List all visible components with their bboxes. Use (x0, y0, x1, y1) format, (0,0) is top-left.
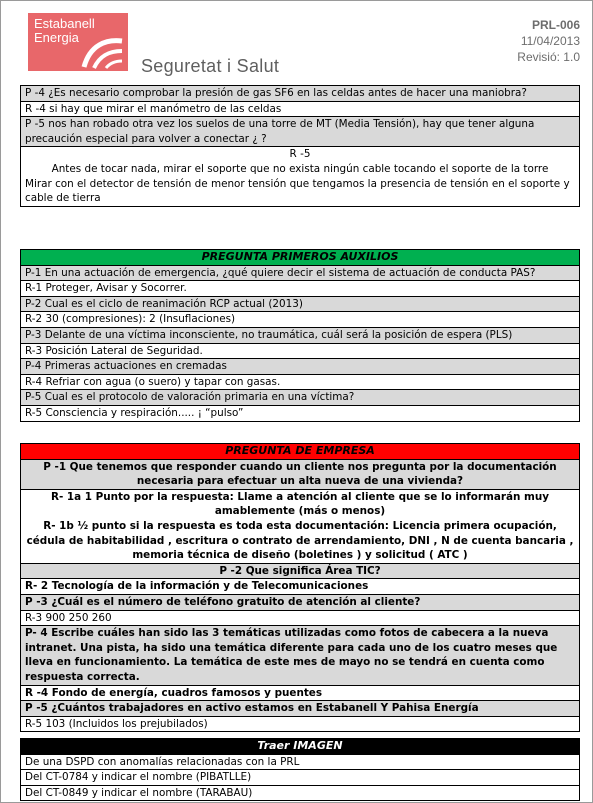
table-row (21, 296, 580, 312)
table-row (21, 86, 580, 102)
answer-cell: R-3 900 250 260 (21, 610, 580, 626)
answer-cell: R-3 Posición Lateral de Seguridad. (21, 343, 580, 359)
table-row (21, 563, 580, 579)
table-row (21, 716, 580, 732)
answer-line: R- 1b ½ punto si la respuesta es toda esta documentación: Licencia primera ocupación, cédula de habitabilidad , escritura o contrato de arrendamiento, DNI , N de cuenta bancaria , memoria técnica de diseño (boletines ) y solicitud ( ATC ) (26, 519, 574, 562)
question-cell: P-2 Cual es el ciclo de reanimación RCP actual (2013) (21, 296, 580, 312)
question-cell: P-4 Primeras actuaciones en cremadas (21, 359, 580, 375)
first-aid-title: PREGUNTA PRIMEROS AUXILIOS (21, 250, 580, 266)
table-row (21, 265, 580, 281)
company-title: PREGUNTA DE EMPRESA (21, 444, 580, 460)
table-row (21, 147, 580, 206)
question-cell: P -4 ¿Es necesario comprobar la presión de gas SF6 en las celdas antes de hacer una maniobra? (21, 86, 580, 102)
question-cell: P -2 Que significa Área TIC? (21, 563, 580, 579)
table-row (21, 390, 580, 406)
document-date: 11/04/2013 (520, 34, 580, 48)
answer-line: R- 1a 1 Punto por la respuesta: Llame a atención al cliente que se lo informarán muy amablemente (más o menos) (50, 490, 549, 518)
table-row (21, 101, 580, 117)
table-row (21, 685, 580, 701)
answer-cell: R-5 103 (Incluidos los prejubilados) (21, 716, 580, 732)
logo-line2: Energia (34, 30, 79, 45)
image-title: Traer IMAGEN (21, 739, 580, 755)
table-row (21, 374, 580, 390)
image-item: De una DSPD con anomalías relacionadas con la PRL (21, 754, 580, 770)
answer-cell: R-4 Refriar con agua (o suero) y tapar con gasas. (21, 374, 580, 390)
table-row (21, 754, 580, 770)
table-row (21, 626, 580, 685)
answer-line: Mirar con el detector de tensión de menor tensión que tengamos la presencia de tensión en el soporte y cable de tierra (25, 177, 570, 205)
table-header-row (21, 739, 580, 755)
answer-cell (21, 489, 580, 563)
question-cell: P -5 ¿Cuántos trabajadores en activo estamos en Estabanell Y Pahisa Energía (21, 701, 580, 717)
question-cell: P -3 ¿Cuál es el número de teléfono gratuito de atención al cliente? (21, 594, 580, 610)
company-table (20, 443, 580, 732)
company-logo (28, 13, 128, 71)
answer-line: Antes de tocar nada, mirar el soporte que no exista ningún cable tocando el soporte de la torre (51, 162, 549, 175)
document-revision: Revisió: 1.0 (517, 50, 580, 64)
table-row (21, 579, 580, 595)
image-item: Del CT-0849 y indicar el nombre (TARABAU) (21, 785, 580, 801)
table-row (21, 281, 580, 297)
answer-cell (21, 147, 580, 206)
table-row (21, 594, 580, 610)
table-row (21, 312, 580, 328)
document-meta (517, 17, 580, 65)
answer-label: R -5 (289, 148, 311, 161)
answer-cell: R-1 Proteger, Avisar y Socorrer. (21, 281, 580, 297)
answer-cell: R- 2 Tecnología de la información y de Telecomunicaciones (21, 579, 580, 595)
technical-questions-table (20, 85, 580, 207)
table-row (21, 785, 580, 801)
answer-cell: R-5 Consciencia y respiración..... ¡ “pulso” (21, 405, 580, 421)
answer-cell: R-2 30 (compresiones): 2 (Insuflaciones) (21, 312, 580, 328)
table-row (21, 327, 580, 343)
table-row (21, 359, 580, 375)
first-aid-table (20, 249, 580, 422)
question-cell: P -1 Que tenemos que responder cuando un cliente nos pregunta por la documentación necesaria para efectuar un alta nueva de una vivienda? (21, 459, 580, 489)
question-cell: P-5 Cual es el protocolo de valoración primaria en una víctima? (21, 390, 580, 406)
document-code: PRL-006 (531, 18, 580, 32)
table-row (21, 117, 580, 147)
table-row (21, 459, 580, 489)
image-request-table (20, 738, 580, 801)
table-row (21, 701, 580, 717)
table-header-row (21, 250, 580, 266)
answer-cell: R -4 Fondo de energía, cuadros famosos y puentes (21, 685, 580, 701)
image-item: Del CT-0784 y indicar el nombre (PIBATLLE) (21, 770, 580, 786)
logo-line1: Estabanell (34, 16, 95, 31)
question-cell: P-3 Delante de una víctima inconsciente, no traumática, cuál será la posición de espera (PLS) (21, 327, 580, 343)
table-row (21, 610, 580, 626)
answer-cell: R -4 si hay que mirar el manómetro de las celdas (21, 101, 580, 117)
document-title: Seguretat i Salut (141, 56, 280, 76)
question-cell: P-1 En una actuación de emergencia, ¿qué quiere decir el sistema de actuación de conducta PAS? (21, 265, 580, 281)
question-cell: P -5 nos han robado otra vez los suelos de una torre de MT (Media Tensión), hay que tener alguna precaución especial para volver a conectar ¿ ? (21, 117, 580, 147)
table-row (21, 489, 580, 563)
table-row (21, 343, 580, 359)
table-row (21, 770, 580, 786)
table-header-row (21, 444, 580, 460)
logo-swirl-icon (80, 37, 124, 69)
table-row (21, 405, 580, 421)
question-cell: P- 4 Escribe cuáles han sido las 3 temáticas utilizadas como fotos de cabecera a la nueva intranet. Una pista, ha sido una temática diferente para cada uno de los cuatro meses que lleva en funcionamiento. La temática de este mes de mayo no se tendrá en cuenta como respuesta correcta. (21, 626, 580, 685)
